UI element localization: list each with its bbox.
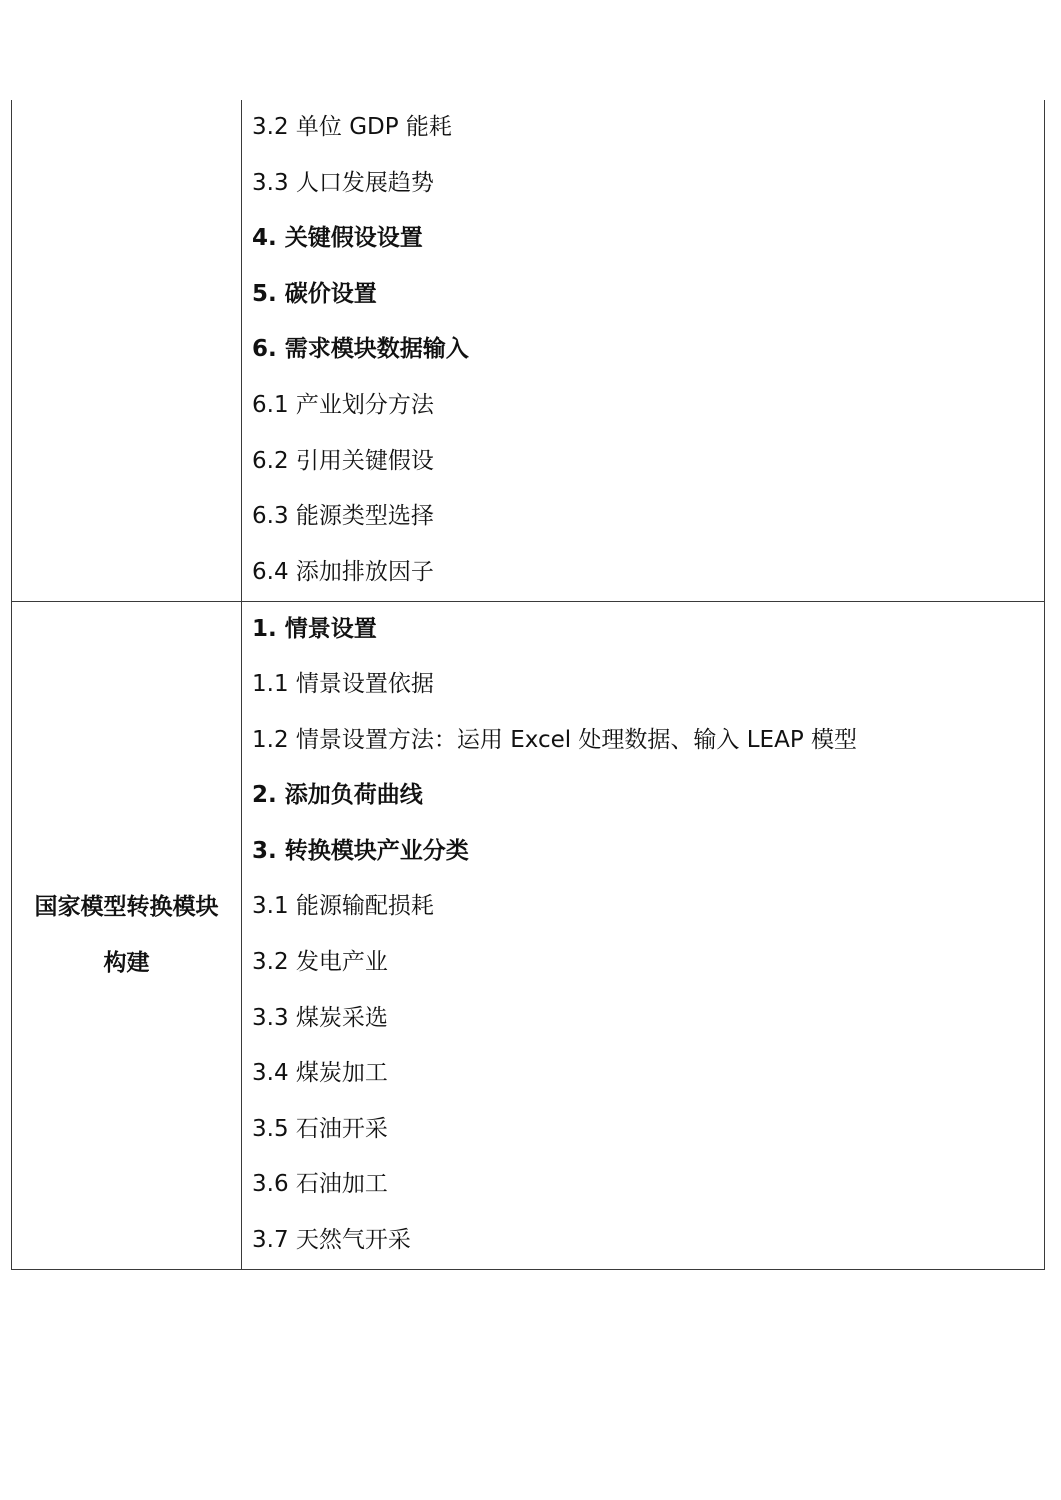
row-label-cell bbox=[12, 601, 242, 1269]
item-line: 3.6 石油加工 bbox=[252, 1171, 388, 1198]
item-line: 1.2 情景设置方法：运用 Excel 处理数据、输入 LEAP 模型 bbox=[252, 726, 858, 753]
item-line: 3.2 单位 GDP 能耗 bbox=[252, 114, 452, 140]
section-heading: 1. 情景设置 bbox=[252, 615, 377, 642]
row-content-cell bbox=[242, 100, 1045, 601]
row-label-line: 构建 bbox=[103, 950, 150, 977]
section-heading: 2. 添加负荷曲线 bbox=[252, 782, 423, 809]
row-content-cell bbox=[242, 601, 1045, 1269]
item-line: 3.3 人口发展趋势 bbox=[252, 169, 434, 196]
table-row bbox=[12, 601, 1045, 1269]
item-line: 6.4 添加排放因子 bbox=[252, 558, 434, 585]
item-line: 3.2 发电产业 bbox=[252, 949, 388, 976]
content-table bbox=[11, 100, 1045, 1270]
row-label-cell-empty bbox=[12, 100, 242, 601]
item-line: 3.7 天然气开采 bbox=[252, 1227, 411, 1254]
item-line: 3.4 煤炭加工 bbox=[252, 1060, 388, 1087]
item-line: 6.2 引用关键假设 bbox=[252, 447, 434, 474]
section-heading: 3. 转换模块产业分类 bbox=[252, 837, 469, 864]
table-row bbox=[12, 100, 1045, 601]
item-line: 1.1 情景设置依据 bbox=[252, 671, 434, 698]
section-heading: 5. 碳价设置 bbox=[252, 280, 377, 307]
item-line: 6.3 能源类型选择 bbox=[252, 503, 434, 530]
item-line: 6.1 产业划分方法 bbox=[252, 391, 434, 418]
item-line: 3.5 石油开采 bbox=[252, 1115, 388, 1142]
item-line: 3.1 能源输配损耗 bbox=[252, 893, 434, 920]
section-heading: 6. 需求模块数据输入 bbox=[252, 336, 469, 363]
item-line: 3.3 煤炭采选 bbox=[252, 1004, 388, 1031]
section-heading: 4. 关键假设设置 bbox=[252, 225, 423, 252]
row-label-line: 国家模型转换模块 bbox=[34, 894, 219, 921]
